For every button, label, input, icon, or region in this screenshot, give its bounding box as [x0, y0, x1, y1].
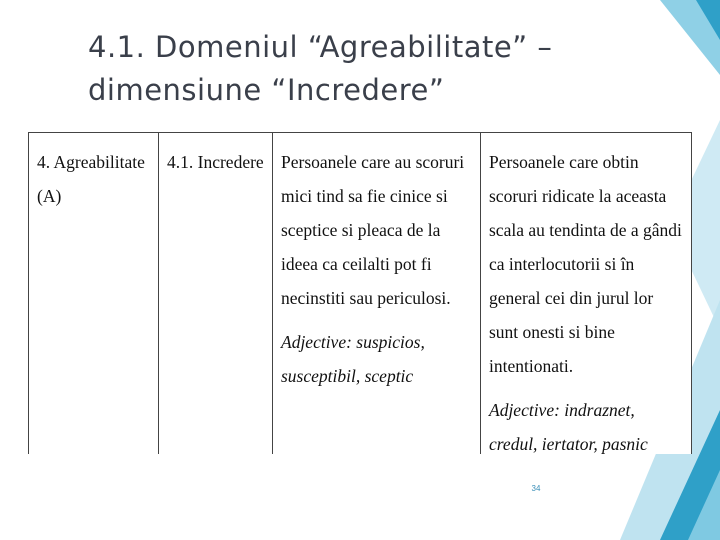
cell-low-score [273, 133, 481, 455]
low-score-adjectives: Adjective: suspicios, susceptibil, sceptic [281, 332, 425, 386]
table-row [29, 133, 692, 455]
high-score-adjectives: Adjective: indraznet, credul, iertator, pasnic [489, 400, 648, 454]
title-line-2: dimensiune “Incredere” [88, 73, 445, 107]
cell-facet: 4.1. Incredere [159, 133, 273, 455]
trait-table-image [28, 132, 692, 454]
title-line-1: 4.1. Domeniul “Agreabilitate” – [88, 30, 553, 64]
high-score-description: Persoanele care obtin scoruri ridicate la aceasta scala au tendinta de a gândi ca interlocutorii si în general cei din jurul lor sunt onesti si bine intentionati. [489, 152, 682, 376]
page-number: 34 [531, 484, 541, 493]
cell-high-score [481, 133, 692, 455]
slide-title [88, 26, 628, 112]
trait-table [28, 132, 692, 454]
low-score-description: Persoanele care au scoruri mici tind sa fie cinice si sceptice si pleaca de la ideea ca ceilalti pot fi necinstiti sau periculosi. [281, 152, 465, 308]
cell-domain: 4. Agreabilitate (A) [29, 133, 159, 455]
